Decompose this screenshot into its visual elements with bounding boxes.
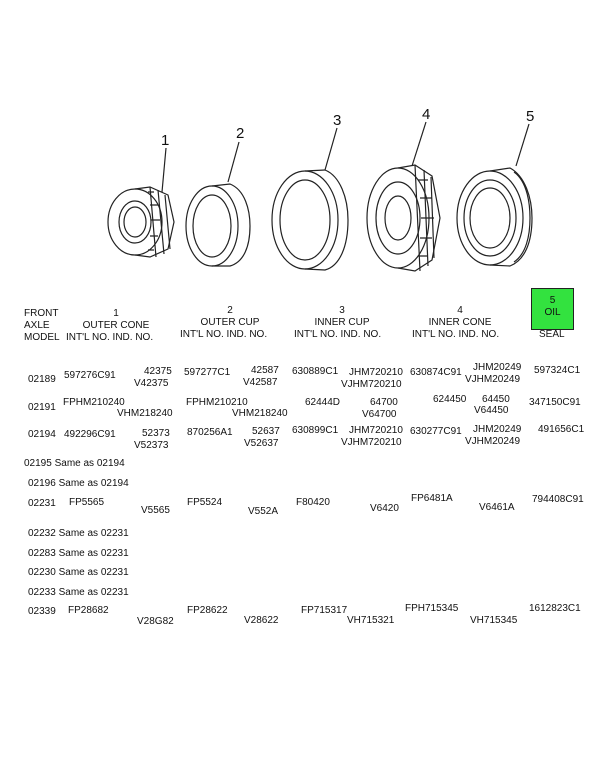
cell-inner-cone-ind-v: VJHM20249	[465, 374, 521, 385]
hdr-col1-title: OUTER CONE	[82, 320, 150, 331]
hdr-col4-num: 4	[457, 305, 463, 316]
cell-oil-seal: 491656C1	[538, 424, 585, 435]
cell-inner-cone-ind-v: V64450	[474, 405, 509, 416]
cell-inner-cone-ind: 64450	[482, 394, 510, 405]
cell-inner-cup-ind-v: VJHM720210	[341, 379, 402, 390]
hdr-col3-sub: INT'L NO. IND. NO.	[294, 329, 382, 340]
callout-leader-4	[412, 122, 426, 166]
cell-outer-cup-intl: 870256A1	[187, 427, 233, 438]
hdr-col2-sub: INT'L NO. IND. NO.	[180, 329, 268, 340]
cell-outer-cup-intl: FPHM210210	[186, 397, 248, 408]
cell-model: 02194	[28, 429, 56, 440]
same-as-note: 02230 Same as 02231	[28, 567, 129, 578]
hdr-col1-sub: INT'L NO. IND. NO.	[66, 332, 154, 343]
cell-inner-cone-intl: FP6481A	[411, 493, 453, 504]
cell-outer-cone-intl: 597276C91	[64, 370, 116, 381]
cell-inner-cup-ind: V6420	[370, 503, 399, 514]
same-as-note: 02232 Same as 02231	[28, 528, 129, 539]
cell-outer-cone-intl: FPHM210240	[63, 397, 125, 408]
oil-seal-header-box	[531, 288, 574, 330]
hdr-seal-oil: OIL	[544, 307, 561, 318]
hdr-axle: AXLE	[24, 320, 50, 331]
cell-oil-seal: 794408C91	[532, 494, 584, 505]
cell-inner-cone-intl: 624450	[433, 394, 467, 405]
callout-leader-5	[516, 124, 529, 166]
hdr-front: FRONT	[24, 308, 59, 319]
cell-outer-cup-intl: 597277C1	[184, 367, 231, 378]
cell-model: 02339	[28, 606, 56, 617]
cell-inner-cup-ind: 64700	[370, 397, 398, 408]
cell-oil-seal: 597324C1	[534, 365, 581, 376]
cell-inner-cup-intl: 630889C1	[292, 366, 339, 377]
cell-inner-cup-intl: FP715317	[301, 605, 348, 616]
oil-seal-drawing	[457, 168, 532, 266]
cell-inner-cone-intl: 630277C91	[410, 426, 462, 437]
cell-inner-cone-ind: V6461A	[479, 502, 515, 513]
cell-outer-cone-intl: 492296C91	[64, 429, 116, 440]
cell-outer-cup-ind-v: V42587	[243, 377, 278, 388]
cell-oil-seal: 347150C91	[529, 397, 581, 408]
callout-leader-2	[228, 142, 239, 182]
cell-inner-cup-ind: JHM720210	[349, 367, 403, 378]
cell-inner-cone-ind-v: VJHM20249	[465, 436, 521, 447]
cell-outer-cup-ind: VHM218240	[232, 408, 288, 419]
cell-outer-cup-ind: V28622	[244, 615, 279, 626]
hdr-col3-num: 3	[339, 305, 345, 316]
callout-4: 4	[422, 106, 431, 123]
cell-inner-cone-ind: JHM20249	[473, 362, 522, 373]
hdr-col3-title: INNER CUP	[314, 317, 370, 328]
cell-model: 02231	[28, 498, 56, 509]
callout-3: 3	[333, 112, 342, 129]
cell-inner-cone-ind: VH715345	[470, 615, 518, 626]
cell-model: 02189	[28, 374, 56, 385]
cell-outer-cup-ind: V552A	[248, 506, 279, 517]
cell-outer-cup-ind-v: V52637	[244, 438, 279, 449]
same-as-note: 02233 Same as 02231	[28, 587, 129, 598]
cell-outer-cone-intl: FP28682	[68, 605, 109, 616]
same-as-note: 02283 Same as 02231	[28, 548, 129, 559]
cell-inner-cup-ind-v: VJHM720210	[341, 437, 402, 448]
callout-leader-1	[162, 148, 166, 192]
cell-oil-seal: 1612823C1	[529, 603, 581, 614]
cell-outer-cone-ind: 52373	[142, 428, 170, 439]
cell-outer-cup-ind: 52637	[252, 426, 280, 437]
hdr-col1-num: 1	[113, 308, 119, 319]
cell-outer-cone-ind: V28G82	[137, 616, 174, 627]
cell-inner-cup-intl: F80420	[296, 497, 330, 508]
cell-inner-cup-ind-v: V64700	[362, 409, 397, 420]
outer-cup-drawing	[186, 184, 250, 266]
cell-outer-cup-ind: 42587	[251, 365, 279, 376]
hdr-seal-label: SEAL	[539, 329, 565, 340]
cell-outer-cone-intl: FP5565	[69, 497, 105, 508]
outer-cone-drawing	[108, 187, 174, 257]
cell-outer-cone-ind: 42375	[144, 366, 172, 377]
cell-inner-cone-intl: FPH715345	[405, 603, 459, 614]
inner-cup-drawing	[272, 170, 348, 270]
cell-outer-cup-intl: FP5524	[187, 497, 223, 508]
cell-inner-cup-intl: 630899C1	[292, 425, 339, 436]
cell-outer-cone-ind-v: V52373	[134, 440, 169, 451]
callout-5: 5	[526, 108, 535, 125]
cell-outer-cone-ind-v: V42375	[134, 378, 169, 389]
cell-outer-cone-ind: V5565	[141, 505, 170, 516]
cell-inner-cup-ind: JHM720210	[349, 425, 403, 436]
hdr-col2-num: 2	[227, 305, 233, 316]
callout-1: 1	[161, 132, 170, 149]
hdr-col4-title: INNER CONE	[428, 317, 492, 328]
cell-inner-cup-ind: VH715321	[347, 615, 395, 626]
cell-model: 02191	[28, 402, 56, 413]
cell-outer-cup-intl: FP28622	[187, 605, 228, 616]
bearing-illustration	[0, 0, 610, 300]
callout-leader-3	[325, 128, 337, 170]
inner-cone-drawing	[367, 165, 440, 271]
callout-2: 2	[236, 125, 245, 142]
hdr-seal-num: 5	[549, 295, 556, 306]
hdr-col2-title: OUTER CUP	[200, 317, 260, 328]
cell-inner-cup-intl: 62444D	[305, 397, 341, 408]
same-as-note: 02195 Same as 02194	[24, 458, 125, 469]
cell-outer-cone-ind: VHM218240	[117, 408, 173, 419]
hdr-col4-sub: INT'L NO. IND. NO.	[412, 329, 500, 340]
cell-inner-cone-intl: 630874C91	[410, 367, 462, 378]
hdr-model: MODEL	[24, 332, 60, 343]
same-as-note: 02196 Same as 02194	[28, 478, 129, 489]
cell-inner-cone-ind: JHM20249	[473, 424, 522, 435]
